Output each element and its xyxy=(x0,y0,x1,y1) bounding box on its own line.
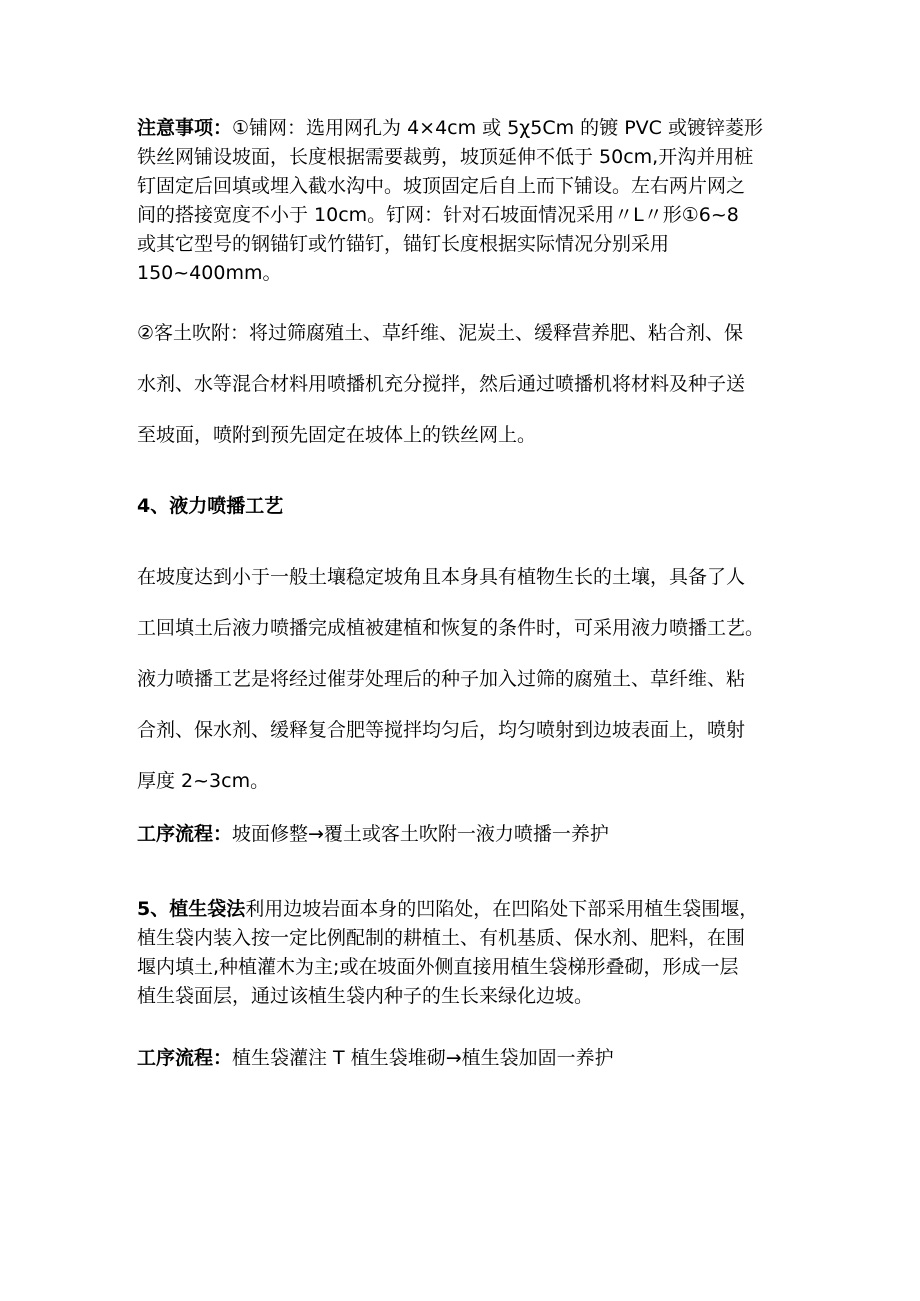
notes-paragraph xyxy=(137,114,787,288)
section4-heading: 4、液力喷播工艺 xyxy=(137,495,284,517)
notes-line: 150~400mm。 xyxy=(137,262,282,284)
spray-line: 至坡面，喷附到预先固定在坡体上的铁丝网上。 xyxy=(137,424,537,446)
notes-label: 注意事项： xyxy=(137,117,233,139)
section5-process xyxy=(137,1042,787,1074)
notes-line: 钉固定后回填或埋入截水沟中。坡顶固定后自上而下铺设。左右两片网之 xyxy=(137,175,746,197)
notes-line: 间的搭接宽度不小于 10cm。钉网：针对石坡面情况采用〃L〃形①6~8 xyxy=(137,204,739,226)
section5-line: 堰内填土,种植灌木为主;或在坡面外侧直接用植生袋梯形叠砌，形成一层 xyxy=(137,956,739,978)
spray-line: 水剂、水等混合材料用喷播机充分搅拌，然后通过喷播机将材料及种子送 xyxy=(137,373,746,395)
notes-line: 或其它型号的钢锚钉或竹锚钉，锚钉长度根据实际情况分别采用 xyxy=(137,233,670,255)
process-text: 植生袋灌注 T 植生袋堆砌→植生袋加固一养护 xyxy=(232,1047,614,1069)
section5-line: 植生袋面层，通过该植生袋内种子的生长来绿化边坡。 xyxy=(137,985,594,1007)
section5-line-text: 利用边坡岩面本身的凹陷处，在凹陷处下部采用植生袋围堰， xyxy=(245,898,759,920)
process-label: 工序流程： xyxy=(137,1047,233,1069)
spray-line: ②客土吹附：将过筛腐殖土、草纤维、泥炭土、缓释营养肥、粘合剂、保 xyxy=(137,322,744,344)
process-label: 工序流程： xyxy=(137,823,233,845)
section4-line: 在坡度达到小于一般土壤稳定坡角且本身具有植物生长的土壤，具备了人 xyxy=(137,566,746,588)
section4-line: 厚度 2~3cm。 xyxy=(137,770,270,792)
section4-line: 工回填土后液力喷播完成植被建植和恢复的条件时，可采用液力喷播工艺。 xyxy=(137,617,765,639)
section5-heading: 5、植生袋法 xyxy=(137,898,246,920)
section5-line: 植生袋内装入按一定比例配制的耕植土、有机基质、保水剂、肥料，在围 xyxy=(137,927,746,949)
section4-process xyxy=(137,818,787,850)
notes-line: 铁丝网铺设坡面，长度根据需要裁剪，坡顶延伸不低于 50cm,开沟并用桩 xyxy=(137,146,754,168)
process-text: 坡面修整→覆土或客土吹附一液力喷播一养护 xyxy=(232,823,609,845)
section4-paragraph xyxy=(137,552,787,807)
section4-line: 液力喷播工艺是将经过催芽处理后的种子加入过筛的腐殖土、草纤维、粘 xyxy=(137,668,746,690)
section5-line xyxy=(137,895,787,924)
section5-paragraph xyxy=(137,895,787,1011)
spray-paragraph xyxy=(137,308,787,461)
notes-line xyxy=(137,114,787,143)
section4-line: 合剂、保水剂、缓释复合肥等搅拌均匀后，均匀喷射到边坡表面上，喷射 xyxy=(137,719,746,741)
notes-line-text: ①铺网：选用网孔为 4×4cm 或 5χ5Cm 的镀 PVC 或镀锌菱形 xyxy=(232,117,763,139)
